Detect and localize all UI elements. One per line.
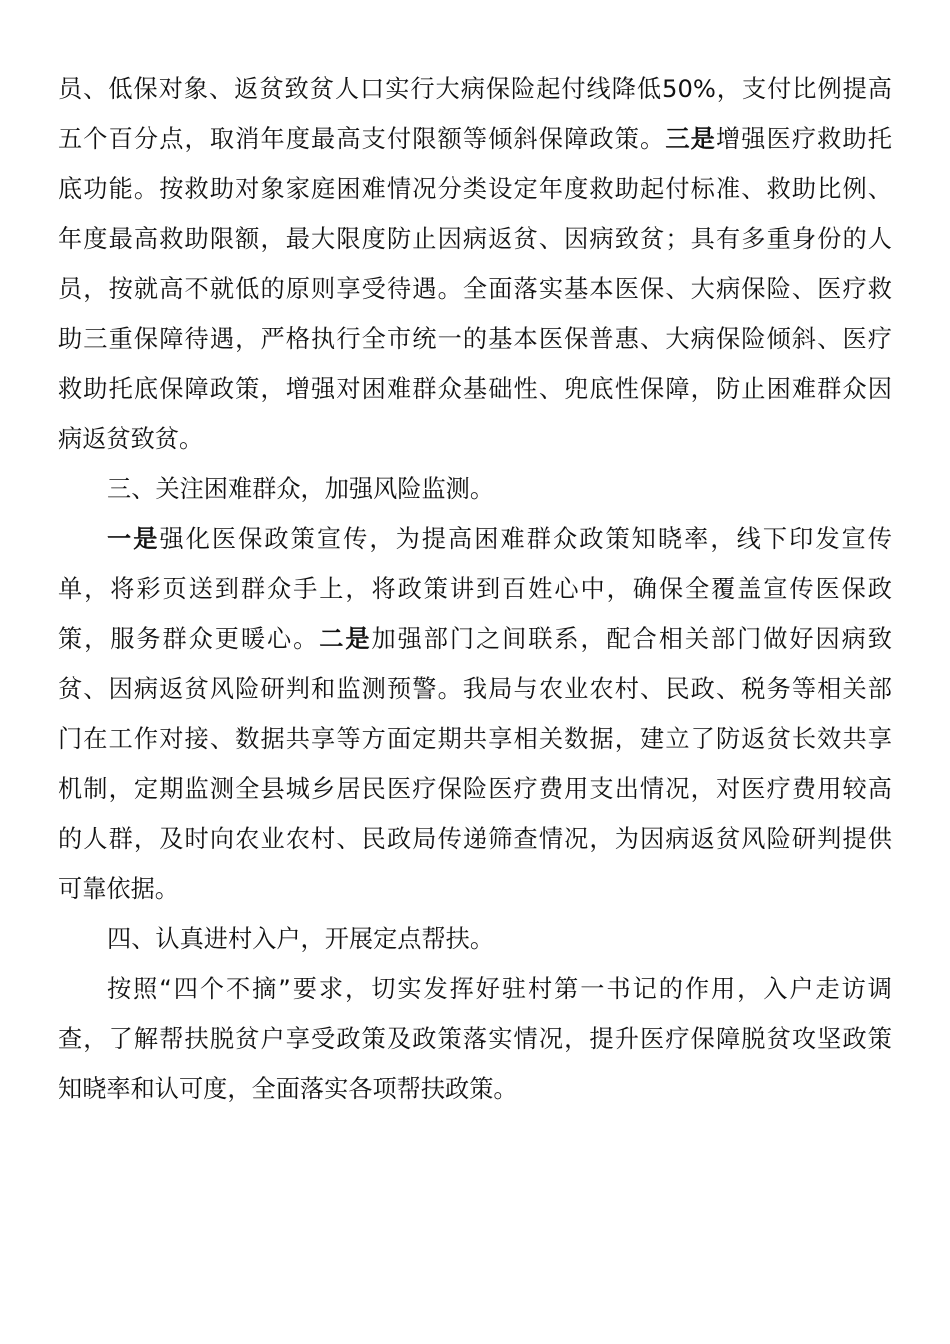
text-line: 助三重保障待遇，严格执行全市统一的基本医保普惠、大病保险倾斜、医疗	[58, 325, 892, 353]
text-line: 门在工作对接、数据共享等方面定期共享相关数据，建立了防返贫长效共享	[58, 725, 892, 753]
text-line: 可靠依据。	[58, 875, 179, 903]
text-line: 员、低保对象、返贫致贫人口实行大病保险起付线降低50%，支付比例提高	[58, 75, 892, 103]
emphasis-label: 二是	[319, 625, 372, 653]
text-line: 贫、因病返贫风险研判和监测预警。我局与农业农村、民政、税务等相关部	[58, 675, 892, 703]
text-line: 救助托底保障政策，增强对困难群众基础性、兜底性保障，防止困难群众因	[58, 375, 892, 403]
emphasis-label: 一是	[107, 525, 160, 553]
text-line: 策，服务群众更暖心。二是加强部门之间联系，配合相关部门做好因病致	[58, 625, 892, 653]
text-line: 机制，定期监测全县城乡居民医疗保险医疗费用支出情况，对医疗费用较高	[58, 775, 892, 803]
section-heading: 三、关注困难群众，加强风险监测。	[107, 475, 495, 503]
text-line: 按照“四个不摘”要求，切实发挥好驻村第一书记的作用，入户走访调	[107, 975, 892, 1003]
text-line: 年度最高救助限额，最大限度防止因病返贫、因病致贫；具有多重身份的人	[58, 225, 892, 253]
text-line: 单，将彩页送到群众手上，将政策讲到百姓心中，确保全覆盖宣传医保政	[58, 575, 892, 603]
text-line: 底功能。按救助对象家庭困难情况分类设定年度救助起付标准、救助比例、	[58, 175, 892, 203]
text-line: 的人群，及时向农业农村、民政局传递筛查情况，为因病返贫风险研判提供	[58, 825, 892, 853]
text-line: 一是强化医保政策宣传，为提高困难群众政策知晓率，线下印发宣传	[107, 525, 892, 553]
text-line: 员，按就高不就低的原则享受待遇。全面落实基本医保、大病保险、医疗救	[58, 275, 892, 303]
document-body	[58, 64, 892, 1114]
text-line: 查，了解帮扶脱贫户享受政策及政策落实情况，提升医疗保障脱贫攻坚政策	[58, 1025, 892, 1053]
text-line: 病返贫致贫。	[58, 425, 204, 453]
text-line: 知晓率和认可度，全面落实各项帮扶政策。	[58, 1075, 518, 1103]
emphasis-label: 三是	[665, 125, 716, 153]
section-heading: 四、认真进村入户，开展定点帮扶。	[107, 925, 495, 953]
text-line: 五个百分点，取消年度最高支付限额等倾斜保障政策。三是增强医疗救助托	[58, 125, 892, 153]
